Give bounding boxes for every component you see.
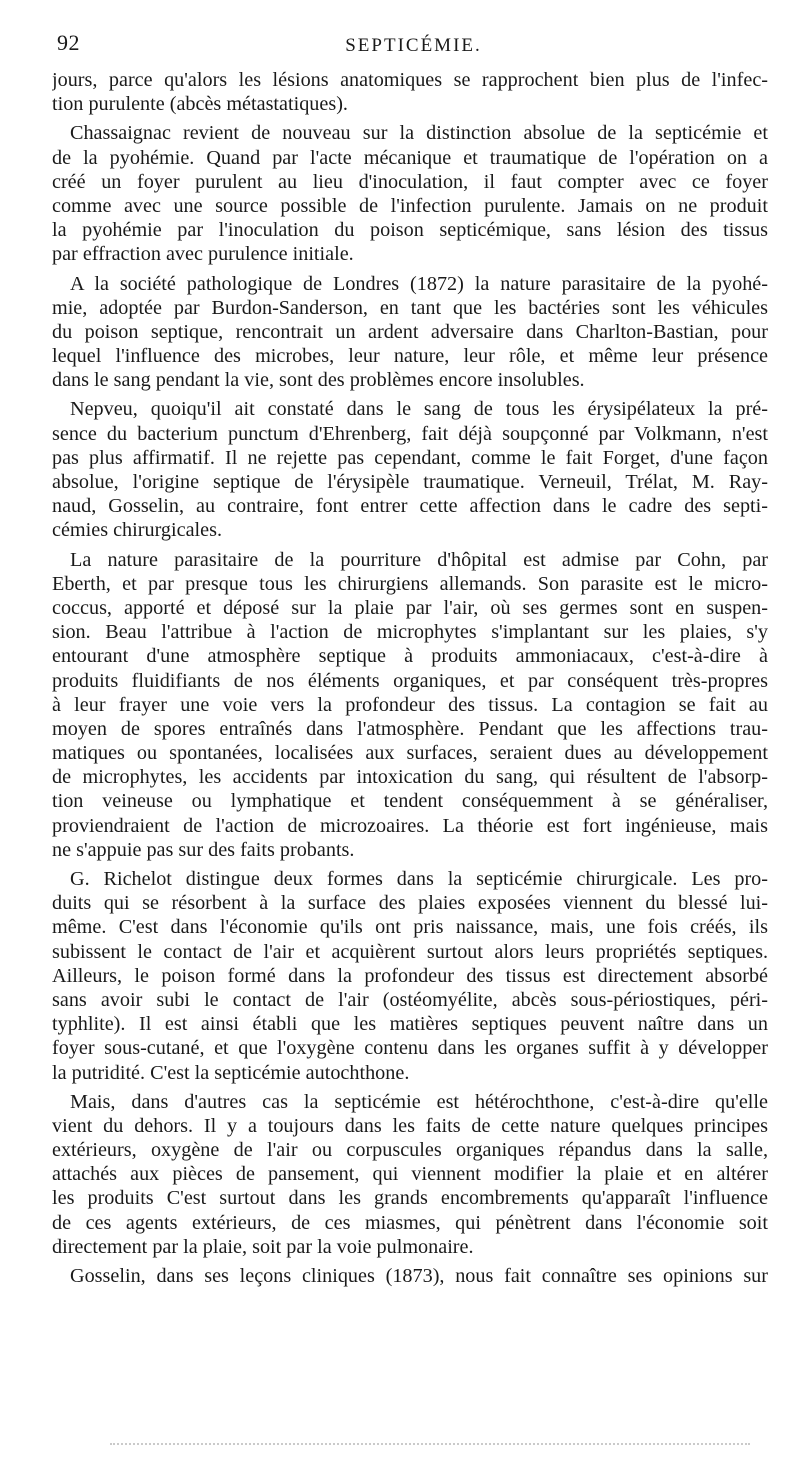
text-line: A la société pathologique de Londres (1872) la nature parasitaire de la pyohé- xyxy=(70,272,768,295)
text-line: naud, Gosselin, au contraire, font entrer cette affection dans le cadre des septi- xyxy=(52,495,768,518)
text-line: La nature parasitaire de la pourriture d'hôpital est admise par Cohn, par xyxy=(70,548,768,571)
paragraph xyxy=(52,1090,768,1259)
paragraph xyxy=(52,1264,768,1288)
text-line: directement par la plaie, soit par la voie pulmonaire. xyxy=(52,1235,474,1258)
text-line: mie, adoptée par Burdon-Sanderson, en tant que les bactéries sont les véhicules xyxy=(52,296,768,319)
text-line: sence du bacterium punctum d'Ehrenberg, fait déjà soupçonné par Volkmann, n'est xyxy=(52,422,768,445)
text-line: comme avec une source possible de l'infection purulente. Jamais on ne produit xyxy=(52,194,768,217)
text-line: Gosselin, dans ses leçons cliniques (1873), nous fait connaître ses opinions sur xyxy=(70,1265,768,1287)
text-line: Ailleurs, le poison formé dans la profondeur des tissus est directement absorbé xyxy=(52,964,768,987)
text-line: G. Richelot distingue deux formes dans la septicémie chirurgicale. Les pro- xyxy=(70,868,768,890)
text-line: entourant d'une atmosphère septique à produits ammoniacaux, c'est-à-dire à xyxy=(52,645,768,668)
paragraph xyxy=(52,867,768,1085)
paragraph xyxy=(52,68,768,116)
text-line: duits qui se résorbent à la surface des plaies exposées viennent du blessé lui- xyxy=(52,892,768,915)
text-line: proviendraient de l'action de microzoaires. La théorie est fort ingénieuse, mais xyxy=(52,814,768,837)
text-line: ne s'appuie pas sur des faits probants. xyxy=(52,838,355,861)
paragraph xyxy=(52,121,768,266)
text-line: jours, parce qu'alors les lésions anatomiques se rapprochent bien plus de l'infec- xyxy=(52,69,768,91)
text-line: absolue, l'origine septique de l'érysipèle traumatique. Verneuil, Trélat, M. Ray- xyxy=(52,471,768,493)
text-line: de la pyohémie. Quand par l'acte mécanique et traumatique de l'opération on a xyxy=(52,146,768,169)
text-line: subissent le contact de l'air et acquièrent surtout alors leurs propriétés septiques. xyxy=(52,940,768,963)
text-line: foyer sous-cutané, et que l'oxygène contenu dans les organes suffit à y développer xyxy=(52,1037,768,1060)
running-title: SEPTICÉMIE. xyxy=(345,35,482,56)
text-line: créé un foyer purulent au lieu d'inoculation, il faut compter avec ce foyer xyxy=(52,170,768,193)
paragraph xyxy=(52,397,768,542)
text-line: dans le sang pendant la vie, sont des problèmes encore insolubles. xyxy=(52,369,585,392)
text-line: cémies chirurgicales. xyxy=(52,519,223,542)
text-line: sans avoir subi le contact de l'air (ostéomyélite, abcès sous-périostiques, péri- xyxy=(52,988,768,1011)
text-line: la putridité. C'est la septicémie autochthone. xyxy=(52,1061,410,1084)
text-line: vient du dehors. Il y a toujours dans les faits de cette nature quelques principes xyxy=(52,1114,768,1137)
text-line: typhlite). Il est ainsi établi que les matières septiques peuvent naître dans un xyxy=(52,1013,768,1036)
paragraph xyxy=(52,548,768,862)
text-line: de ces agents extérieurs, de ces miasmes, qui pénètrent dans l'économie soit xyxy=(52,1211,768,1234)
text-line: les produits C'est surtout dans les grands encombrements qu'apparaît l'influence xyxy=(52,1187,768,1210)
text-line: Mais, dans d'autres cas la septicémie est hétérochthone, c'est-à-dire qu'elle xyxy=(70,1090,768,1113)
text-line: coccus, apporté et déposé sur la plaie par l'air, où ses germes sont en suspen- xyxy=(52,596,768,619)
text-line: la pyohémie par l'inoculation du poison septicémique, sans lésion des tissus xyxy=(52,219,768,242)
text-line: attachés aux pièces de pansement, qui viennent modifier la plaie et en altérer xyxy=(52,1163,768,1186)
bleed-through-line xyxy=(110,1443,750,1453)
paragraph xyxy=(52,272,768,393)
text-line: lequel l'influence des microbes, leur nature, leur rôle, et même leur présence xyxy=(52,345,768,368)
text-line: pas plus affirmatif. Il ne rejette pas cependant, comme le fait Forget, d'une façon xyxy=(52,446,768,469)
text-line: à leur frayer une voie vers la profondeur des tissus. La contagion se fait au xyxy=(52,693,768,716)
page-number: 92 xyxy=(57,30,80,55)
text-line: Nepveu, quoiqu'il ait constaté dans le sang de tous les érysipélateux la pré- xyxy=(70,398,768,421)
text-line: de microphytes, les accidents par intoxication du sang, qui résultent de l'absorp- xyxy=(52,766,768,789)
running-head xyxy=(57,30,770,60)
text-line: Chassaignac revient de nouveau sur la distinction absolue de la septicémie et xyxy=(70,122,768,145)
text-line: extérieurs, oxygène de l'air ou corpuscules organiques répandus dans la salle, xyxy=(52,1139,768,1162)
text-line: matiques ou spontanées, localisées aux surfaces, seraient dues au développement xyxy=(52,742,768,765)
text-line: tion veineuse ou lymphatique et tendent conséquemment à se généraliser, xyxy=(52,790,768,813)
text-line: tion purulente (abcès métastatiques). xyxy=(52,93,348,116)
text-line: par effraction avec purulence initiale. xyxy=(52,243,354,266)
text-line: sion. Beau l'attribue à l'action de microphytes s'implantant sur les plaies, s'y xyxy=(52,621,768,644)
text-line: même. C'est dans l'économie qu'ils ont pris naissance, mais, une fois créés, ils xyxy=(52,916,768,939)
text-line: du poison septique, rencontrait un ardent adversaire dans Charlton-Bastian, pour xyxy=(52,320,768,343)
text-line: Eberth, et par presque tous les chirurgiens allemands. Son parasite est le micro- xyxy=(52,572,768,595)
text-line: moyen de spores entraînés dans l'atmosphère. Pendant que les affections trau- xyxy=(52,717,768,740)
body-text xyxy=(52,68,768,1288)
text-line: produits fluidifiants de nos éléments organiques, et par conséquent très-propres xyxy=(52,669,768,692)
